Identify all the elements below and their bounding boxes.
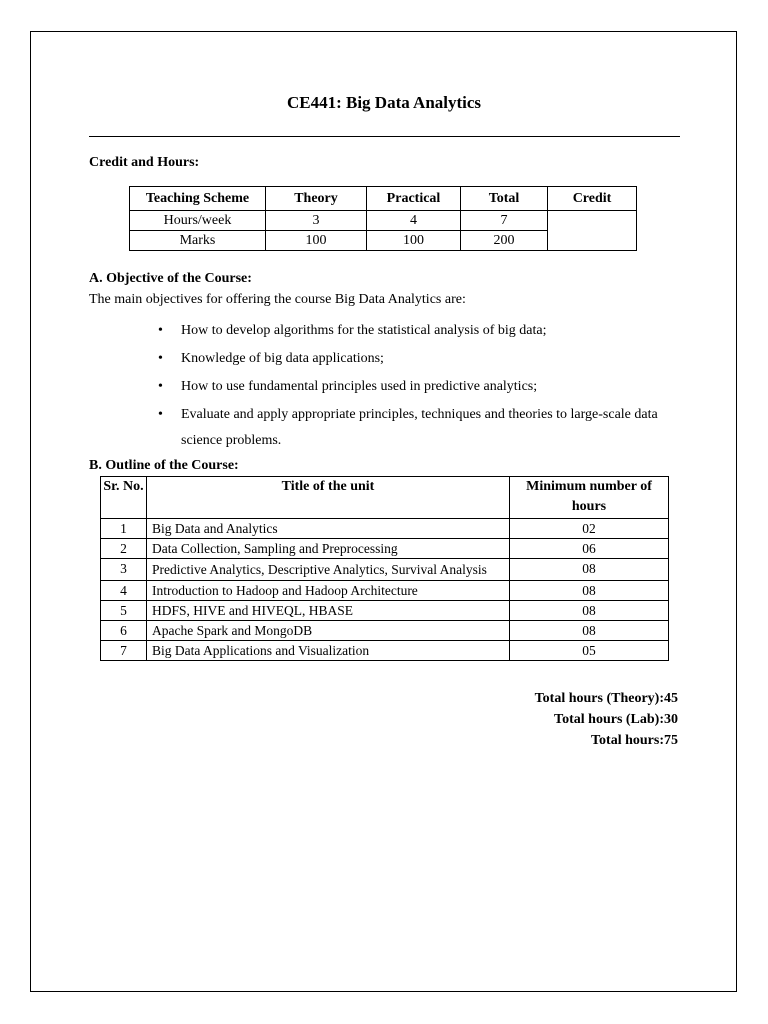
table-row (101, 641, 669, 661)
header-cell: Total (461, 187, 548, 211)
header-cell: Title of the unit (147, 477, 510, 519)
bullet-icon: • (158, 323, 163, 338)
hours-cell: 06 (510, 539, 669, 559)
total-hours: Total hours:75 (590, 733, 678, 748)
total-hours-theory: Total hours (Theory):45 (534, 691, 678, 706)
credit-table (129, 186, 637, 251)
title-cell: HDFS, HIVE and HIVEQL, HBASE (147, 601, 510, 621)
hours-cell: 02 (510, 519, 669, 539)
objective-intro: The main objectives for offering the course Big Data Analytics are: (89, 292, 466, 307)
objective-heading: A. Objective of the Course: (89, 271, 252, 286)
sr-cell: 4 (101, 581, 147, 601)
sr-cell: 3 (101, 559, 147, 581)
header-cell: Teaching Scheme (130, 187, 266, 211)
sr-cell: 2 (101, 539, 147, 559)
bullet-text: How to develop algorithms for the statistical analysis of big data; (181, 323, 547, 338)
hours-cell: 05 (510, 641, 669, 661)
title-cell: Apache Spark and MongoDB (147, 621, 510, 641)
hours-cell: 08 (510, 559, 669, 581)
outline-header-row (101, 477, 669, 519)
sr-cell: 1 (101, 519, 147, 539)
practical-cell: 4 (367, 211, 461, 231)
credit-heading: Credit and Hours: (89, 155, 200, 170)
page-title: CE441: Big Data Analytics (286, 93, 482, 112)
credit-header-row (130, 187, 637, 211)
table-row (101, 621, 669, 641)
title-cell: Data Collection, Sampling and Preprocessing (147, 539, 510, 559)
list-item (158, 318, 683, 344)
sr-cell: 5 (101, 601, 147, 621)
sr-cell: 7 (101, 641, 147, 661)
practical-cell: 100 (367, 231, 461, 251)
title-cell: Introduction to Hadoop and Hadoop Architecture (147, 581, 510, 601)
title-cell: Big Data and Analytics (147, 519, 510, 539)
bullet-icon: • (158, 351, 163, 366)
table-row (101, 581, 669, 601)
title-cell: Predictive Analytics, Descriptive Analytics, Survival Analysis (147, 559, 510, 581)
credit-row (130, 211, 637, 231)
outline-table (100, 476, 669, 661)
hours-cell: 08 (510, 601, 669, 621)
theory-cell: 3 (266, 211, 367, 231)
title-rule (89, 136, 680, 137)
header-cell: Credit (548, 187, 637, 211)
header-cell: Practical (367, 187, 461, 211)
table-row (101, 519, 669, 539)
outline-heading: B. Outline of the Course: (89, 458, 239, 473)
title-cell: Big Data Applications and Visualization (147, 641, 510, 661)
bullet-text: How to use fundamental principles used in predictive analytics; (181, 379, 538, 394)
total-hours-lab: Total hours (Lab):30 (554, 712, 678, 727)
header-cell: Minimum number of hours (510, 477, 669, 519)
hours-cell: 08 (510, 581, 669, 601)
objective-list (158, 318, 683, 456)
row-label: Marks (130, 231, 266, 251)
list-item (158, 346, 683, 372)
row-label: Hours/week (130, 211, 266, 231)
bullet-text: Knowledge of big data applications; (181, 351, 384, 366)
sr-cell: 6 (101, 621, 147, 641)
bullet-icon: • (158, 379, 163, 394)
table-row (101, 539, 669, 559)
header-cell: Theory (266, 187, 367, 211)
total-cell: 200 (461, 231, 548, 251)
list-item (158, 402, 683, 454)
bullet-icon: • (158, 407, 163, 422)
header-cell: Sr. No. (101, 477, 147, 519)
table-row (101, 601, 669, 621)
table-row (101, 559, 669, 581)
bullet-text: Evaluate and apply appropriate principles, techniques and theories to large-scale data science problems. (181, 407, 658, 448)
total-cell: 7 (461, 211, 548, 231)
hours-cell: 08 (510, 621, 669, 641)
theory-cell: 100 (266, 231, 367, 251)
list-item (158, 374, 683, 400)
credit-cell (548, 211, 637, 251)
